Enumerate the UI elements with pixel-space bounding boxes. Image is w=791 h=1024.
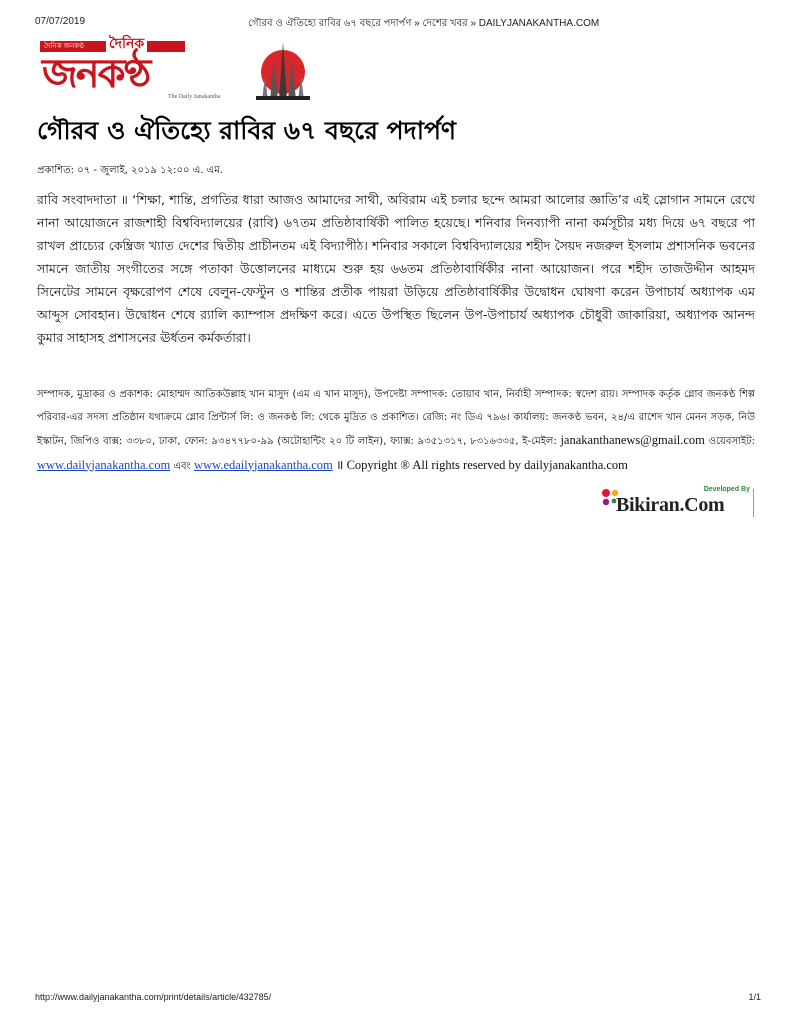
- masthead-band-text: দৈনিক জনকণ্ঠ: [44, 42, 85, 50]
- page-number: 1/1: [748, 992, 761, 1002]
- badge-divider: [753, 489, 754, 517]
- developer-badge[interactable]: [600, 485, 754, 519]
- copyright-text: ॥ Copyright ® All rights reserved by dailyjanakantha.com: [335, 457, 628, 472]
- print-footer: [35, 992, 761, 1006]
- publish-date: প্রকাশিত: ০৭ - জুলাই, ২০১৯ ১২:০০ এ. এম.: [37, 165, 224, 176]
- developer-name: Bikiran.Com: [616, 494, 725, 516]
- masthead-prefix: দৈনিক: [106, 36, 147, 52]
- martyrs-monument-icon: [252, 38, 314, 100]
- newspaper-masthead[interactable]: [40, 36, 310, 102]
- masthead-logo-text: জনকণ্ঠ: [42, 51, 150, 97]
- print-header: [35, 16, 761, 32]
- print-date: 07/07/2019: [35, 16, 86, 27]
- developed-by-label: Developed By: [703, 486, 750, 493]
- print-page-title: গৌরব ও ঐতিহ্যে রাবির ৬৭ বছরে পদার্পণ » দেশের খবর » DAILYJANAKANTHA.COM: [248, 18, 600, 29]
- website-label: ওয়েবসাইট:: [708, 436, 755, 447]
- masthead-tagline: The Daily Janakantha: [168, 94, 221, 100]
- print-url: http://www.dailyjanakantha.com/print/details/article/432785/: [35, 992, 272, 1002]
- credits-and: এবং: [173, 460, 191, 472]
- article-headline: গৌরব ও ঐতিহ্যে রাবির ৬৭ বছরে পদার্পণ: [37, 116, 457, 145]
- article-body: রাবি সংবাদদাতা ॥ ‘শিক্ষা, শান্তি, প্রগতির ধারা আজও আমাদের সাথী, অবিরাম এই চলার ছন্দে আমরা আলোর জ্ঞাতি’র এই স্লোগান সামনে রেখে নানা আয়োজনে রাজশাহী বিশ্ববিদ্যালয়ের (রাবি) ৬৭তম প্রতিষ্ঠাবার্ষিকী পালিত হয়েছে। শনিবার দিনব্যাপী নানা কর্মসূচীর মধ্য দিয়ে ৬৭ বছরে পা রাখল প্রাচ্যের কেম্ব্রিজ খ্যাত দেশের দ্বিতীয় প্রাচীনতম এই বিদ্যাপীঠ। শনিবার সকালে বিশ্ববিদ্যালয়ের শহীদ সৈয়দ নজরুল ইসলাম প্রশাসনিক ভবনের সামনে জাতীয় সংগীতের সঙ্গে পতাকা উত্তোলনের মাধ্যমে শুরু হয় ৬৬তম প্রতিষ্ঠাবার্ষিকীর নানা আয়োজন। পরে শহীদ তাজউদ্দীন আহমদ সিনেটের সামনে বৃক্ষরোপণ শেষে বেলুন-ফেস্টুন ও শান্তির প্রতীক পায়রা উড়িয়ে প্রতিষ্ঠাবার্ষিকীর উদ্বোধন ঘোষণা করেন উপাচার্য অধ্যাপক এম আব্দুস সোবহান। উদ্বোধন শেষে র‌্যালি ক্যাম্পাস প্রদক্ষিণ করে। এতে উপস্থিত ছিলেন উপ-উপাচার্য অধ্যাপক চৌধুরী জাকারিয়া, অধ্যাপক আনন্দ কুমার সাহাসহ প্রশাসনের ঊর্ধতন কর্মকর্তারা।: [37, 192, 755, 345]
- publisher-credits: [37, 384, 755, 478]
- epaper-link[interactable]: www.edailyjanakantha.com: [194, 457, 333, 472]
- credits-text: সম্পাদক, মুদ্রাকর ও প্রকাশক: মোহাম্মদ আতিকউল্লাহ খান মাসুদ (এম এ খান মাসুদ), উপদেষ্টা সম্পাদক: তোয়াব খান, নির্বাহী সম্পাদক: স্বদেশ রায়। সম্পাদক কর্তৃক গ্লোব জনকণ্ঠ শিল্প পরিবার-এর সদস্য প্রতিষ্ঠান যথাক্রমে গ্লোব প্রিন্টার্স লি: ও জনকণ্ঠ লি: থেকে মুদ্রিত ও প্রকাশিত। রেজি: নং ডিএ ৭৯৬। কার্যালয়: জনকণ্ঠ ভবন, ২৪/এ রাশেদ খান মেনন সড়ক, নিউ ইস্কাটন, জিপিও বাক্স: ৩৩৮০, ঢাকা, ফোন: ৯৩৪৭৭৮০-৯৯ (অটোহান্টিং ২০ টি লাইন), ফ্যাক্স: ৯৩৫১৩১৭, ৮৩১৬৩৩৫, ই-মেইল:: [37, 389, 755, 447]
- contact-email: janakanthanews@gmail.com: [560, 433, 705, 447]
- website-link[interactable]: www.dailyjanakantha.com: [37, 457, 171, 472]
